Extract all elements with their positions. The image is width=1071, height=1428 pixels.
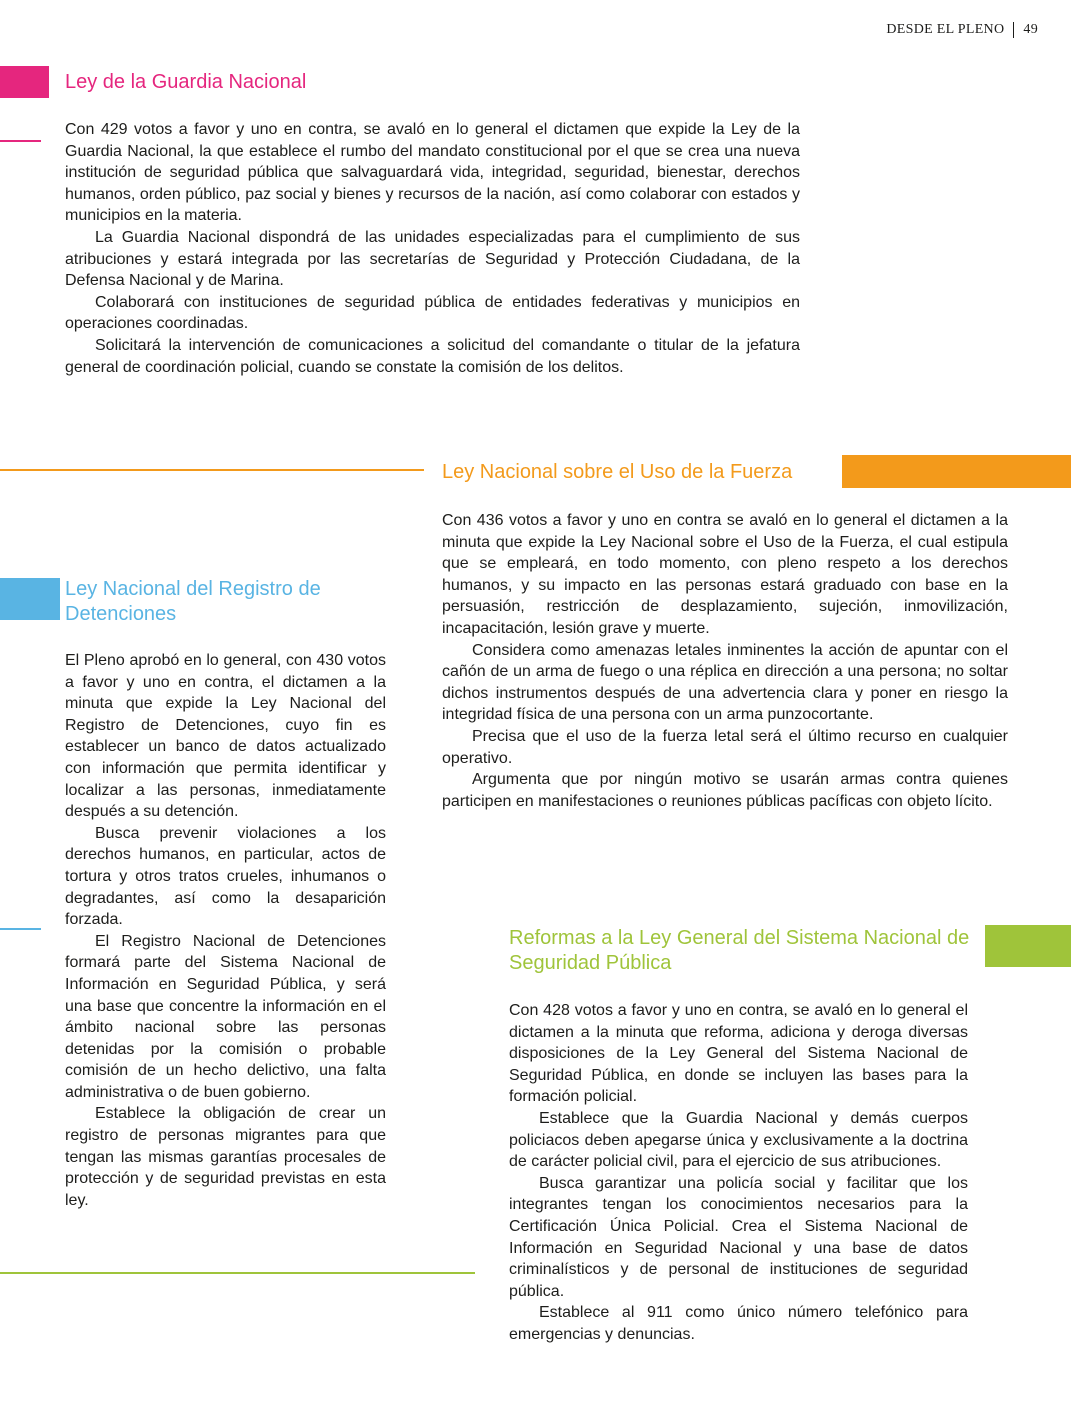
reformas-body [509, 1000, 968, 1346]
fuerza-rule [0, 469, 424, 471]
fuerza-body [442, 510, 1008, 812]
registro-paragraph-3: El Registro Nacional de Detenciones formará parte del Sistema Nacional de Información en Seguridad Pública, y será una base que concentre la información en el ámbito nacional sobre las personas detenidas por la comisión o probable comisión de un hecho delictivo, una falta administrativa o de buen gobierno. [65, 932, 386, 1101]
registro-paragraph-1: El Pleno aprobó en lo general, con 430 votos a favor y uno en contra, el dictamen a la minuta que expide la Ley Nacional del Registro de Detenciones, cuyo fin es establecer un banco de datos actualizado con información que permita identificar y localizar a las personas, inmediatamente después a su detención. [65, 652, 386, 821]
guardia-paragraph-2: La Guardia Nacional dispondrá de las unidades especializadas para el cumplimiento de sus atribuciones y estará integrada por las secretarías de Seguridad y Protección Ciudadana, de la Defensa Nacional y de Marina. [65, 228, 800, 290]
reformas-paragraph-1: Con 428 votos a favor y uno en contra, se avaló en lo general el dictamen a la minuta que reforma, adiciona y deroga diversas disposiciones de la Ley General del Sistema Nacional de Seguridad Pública, en donde se incluyen las bases para la formación policial. [509, 1002, 968, 1106]
reformas-title: Reformas a la Ley General del Sistema Nacional de Seguridad Pública [509, 927, 970, 974]
guardia-accent-bar [0, 66, 49, 98]
fuerza-title: Ley Nacional sobre el Uso de la Fuerza [442, 461, 793, 483]
reformas-rule [0, 1272, 475, 1274]
header-separator [1013, 22, 1014, 38]
registro-accent-bar [0, 578, 60, 620]
fuerza-accent-bar [842, 455, 1071, 488]
guardia-paragraph-4: Solicitará la intervención de comunicaciones a solicitud del comandante o titular de la jefatura general de coordinación policial, cuando se constate la comisión de los delitos. [65, 336, 800, 376]
registro-title: Ley Nacional del Registro de Detenciones [65, 578, 321, 625]
reformas-accent-bar [985, 925, 1071, 967]
section-name: DESDE EL PLENO [886, 22, 1005, 37]
guardia-paragraph-3: Colaborará con instituciones de seguridad pública de entidades federativas y municipios en operaciones coordinadas. [65, 293, 800, 333]
page-number: 49 [1023, 22, 1038, 37]
registro-side-rule [0, 928, 41, 930]
guardia-body [65, 119, 800, 378]
guardia-paragraph-1: Con 429 votos a favor y uno en contra, se avaló en lo general el dictamen que expide la Ley de la Guardia Nacional, la que establece el rumbo del mandato constitucional por el que se crea una nueva institución de seguridad pública que salvaguardará vida, integridad, seguridad, bienestar, derechos humanos, orden público, paz social y bienes y recursos de la nación, así como colaborar con estados y municipios en la materia. [65, 121, 800, 225]
fuerza-paragraph-4: Argumenta que por ningún motivo se usarán armas contra quienes participen en manifestaciones o reuniones públicas pacíficas con objeto lícito. [442, 771, 1008, 810]
registro-body [65, 650, 386, 1211]
guardia-side-rule [0, 140, 41, 142]
fuerza-paragraph-2: Considera como amenazas letales inminentes la acción de apuntar con el cañón de un arma de fuego o una réplica en dirección a una persona; no soltar dichos instrumentos después de una advertencia clara y poner en riesgo la integridad física de una persona con un arma punzocortante. [442, 641, 1008, 724]
reformas-paragraph-4: Establece al 911 como único número telefónico para emergencias y denuncias. [509, 1304, 968, 1343]
running-head [886, 22, 1038, 38]
fuerza-paragraph-3: Precisa que el uso de la fuerza letal será el último recurso en cualquier operativo. [442, 727, 1008, 767]
registro-paragraph-4: Establece la obligación de crear un registro de personas migrantes para que tengan las mismas garantías procesales de protección y de seguridad previstas en esta ley. [65, 1105, 386, 1209]
guardia-title: Ley de la Guardia Nacional [65, 71, 307, 93]
reformas-paragraph-2: Establece que la Guardia Nacional y demás cuerpos policiacos deben apegarse única y exclusivamente a la doctrina de carácter policial civil, para el ejercicio de sus atribuciones. [509, 1109, 968, 1171]
registro-paragraph-2: Busca prevenir violaciones a los derechos humanos, en particular, actos de tortura y otros tratos crueles, inhumanos o degradantes, así como la desaparición forzada. [65, 824, 386, 929]
fuerza-paragraph-1: Con 436 votos a favor y uno en contra se avaló en lo general el dictamen a la minuta que expide la Ley Nacional sobre el Uso de la Fuerza, el cual estipula que se empleará, en todo momento, con pleno respeto a los derechos humanos, y su impacto en las personas estará graduado con base en la persuasión, restricción de desplazamiento, sujeción, inmovilización, incapacitación, lesión grave y muerte. [442, 512, 1008, 637]
reformas-paragraph-3: Busca garantizar una policía social y facilitar que los integrantes tengan los conocimientos necesarios para la Certificación Única Policial. Crea el Sistema Nacional de Información en Seguridad Nacional y una base de datos criminalísticos y de personal de instituciones de seguridad pública. [509, 1174, 968, 1300]
